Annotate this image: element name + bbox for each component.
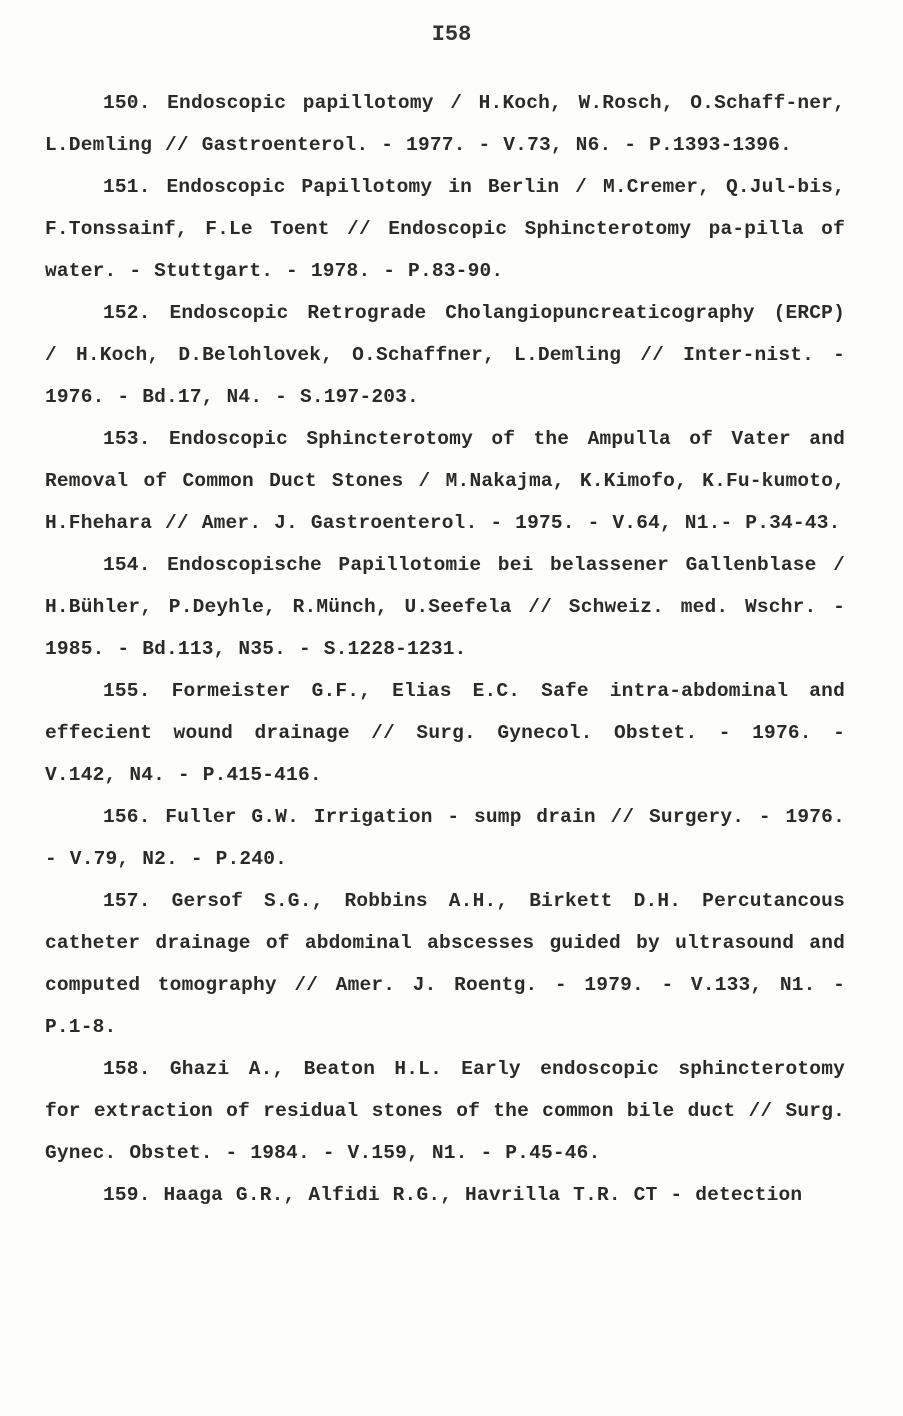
reference-entry-155: 155. Formeister G.F., Elias E.C. Safe intra-abdominal and effecient wound drainage // Surg. Gynecol. Obstet. - 1976. - V.142, N4. - P.415-416. <box>45 680 845 786</box>
reference-entry-154: 154. Endoscopische Papillotomie bei belassener Gallenblase / H.Bühler, P.Deyhle, R.Münch, U.Seefela // Schweiz. med. Wschr. - 1985. - Bd.113, N35. - S.1228-1231. <box>45 554 845 660</box>
reference-entry-151: 151. Endoscopic Papillotomy in Berlin / M.Cremer, Q.Jul-bis, F.Tonssainf, F.Le Toent // Endoscopic Sphincterotomy pa-pilla of water. - Stuttgart. - 1978. - P.83-90. <box>45 176 845 282</box>
reference-entry-157: 157. Gersof S.G., Robbins A.H., Birkett D.H. Percutancous catheter drainage of abdominal abscesses guided by ultrasound and computed tomography // Amer. J. Roentg. - 1979. - V.133, N1. - P.1-8. <box>45 890 845 1038</box>
reference-entry-156: 156. Fuller G.W. Irrigation - sump drain // Surgery. - 1976. - V.79, N2. - P.240. <box>45 806 845 870</box>
reference-entry-153: 153. Endoscopic Sphincterotomy of the Ampulla of Vater and Removal of Common Duct Stones / M.Nakajma, K.Kimofo, K.Fu-kumoto, H.Fhehara // Amer. J. Gastroenterol. - 1975. - V.64, N1.- P.34-43. <box>45 428 845 534</box>
page-number: I58 <box>431 22 472 47</box>
reference-entry-150: 150. Endoscopic papillotomy / H.Koch, W.Rosch, O.Schaff-ner, L.Demling // Gastroenterol. - 1977. - V.73, N6. - P.1393-1396. <box>45 92 845 156</box>
reference-entry-158: 158. Ghazi A., Beaton H.L. Early endoscopic sphincterotomy for extraction of residual stones of the common bile duct // Surg. Gynec. Obstet. - 1984. - V.159, N1. - P.45-46. <box>45 1058 845 1164</box>
reference-list <box>45 82 845 1216</box>
reference-entry-159: 159. Haaga G.R., Alfidi R.G., Havrilla T.R. CT - detection <box>103 1184 803 1206</box>
reference-entry-152: 152. Endoscopic Retrograde Cholangiopuncreaticography (ERCP) / H.Koch, D.Belohlovek, O.Schaffner, L.Demling // Inter-nist. - 1976. - Bd.17, N4. - S.197-203. <box>45 302 845 408</box>
